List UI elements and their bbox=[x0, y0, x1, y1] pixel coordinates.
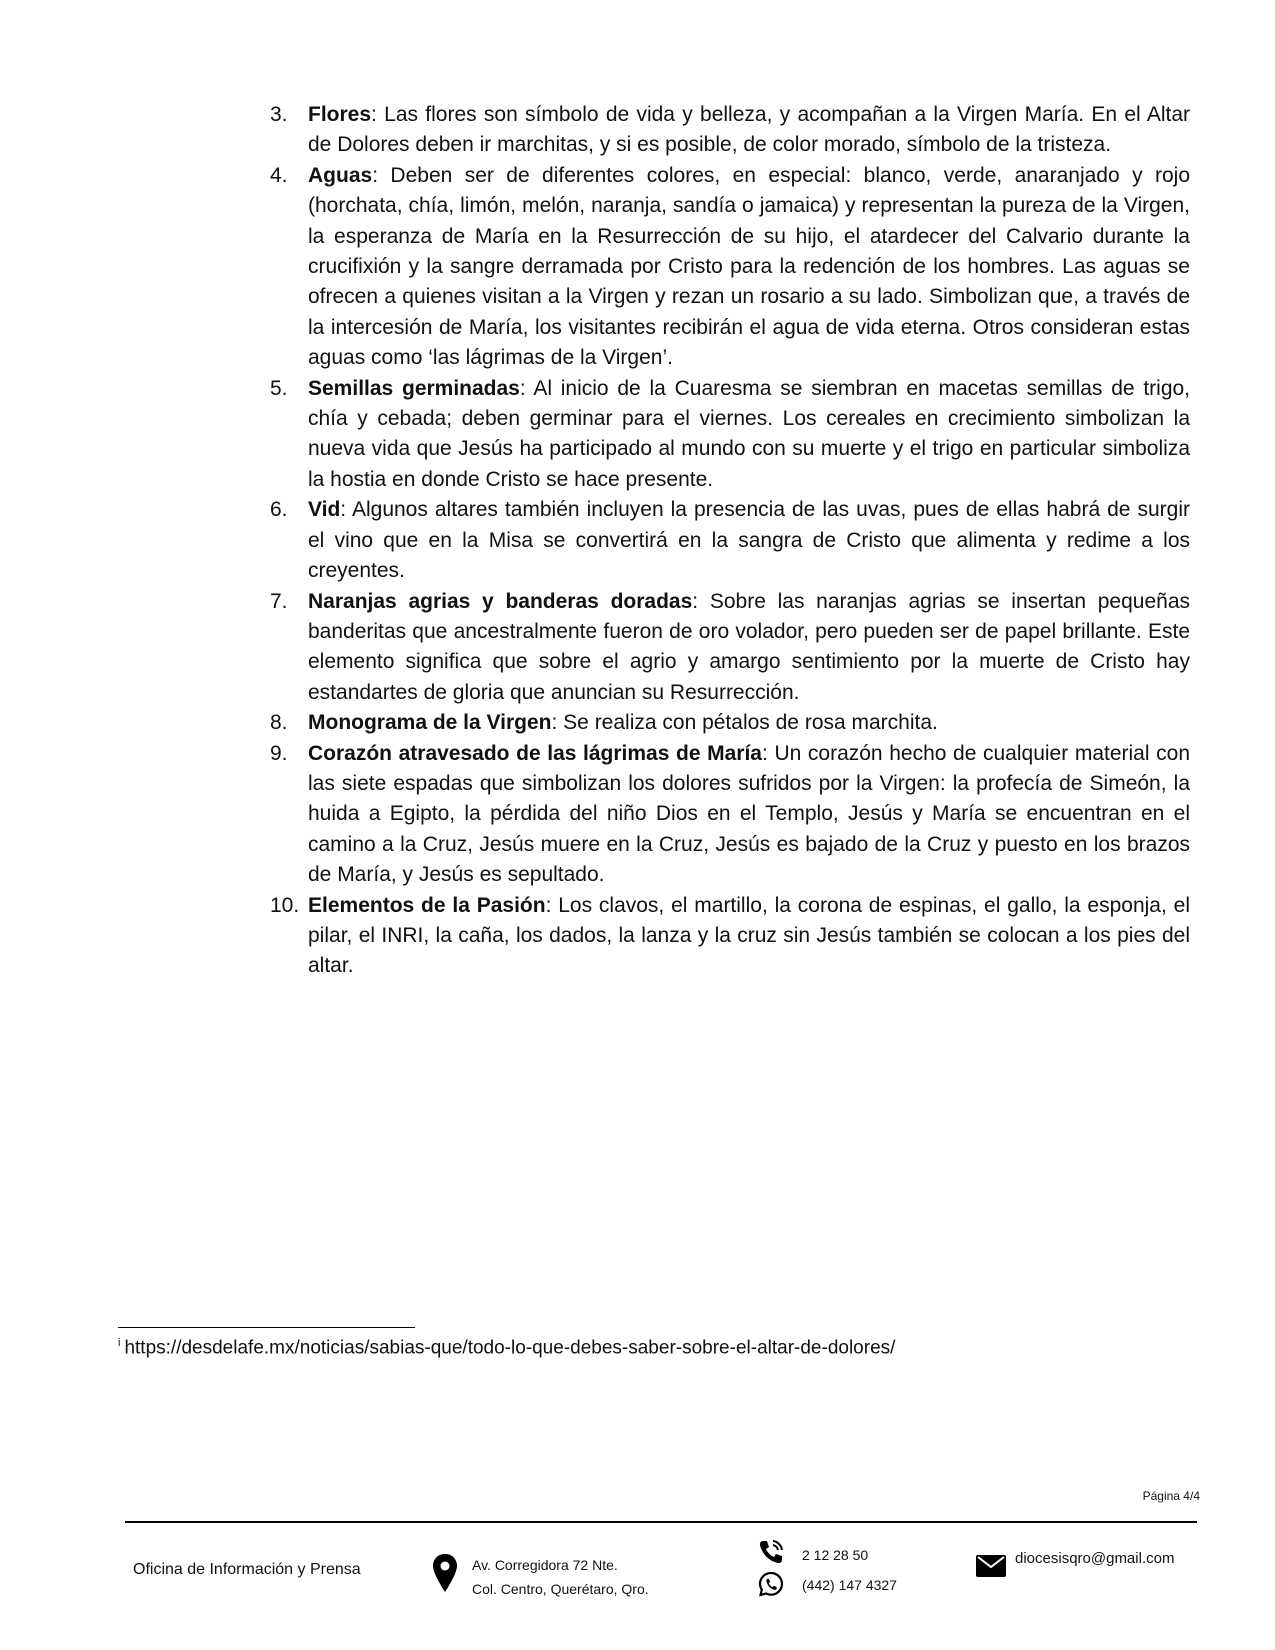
footnote-link[interactable]: https://desdelafe.mx/noticias/sabias-que/todo-lo-que-debes-saber-sobre-el-altar-de-dolores/ bbox=[124, 1337, 896, 1359]
list-item bbox=[270, 891, 1190, 982]
item-text: : Las flores son símbolo de vida y belleza, y acompañan a la Virgen María. En el Altar de Dolores deben ir marchitas, y si es posible, de color morado, símbolo de la tristeza. bbox=[308, 103, 1190, 157]
list-item bbox=[270, 708, 1190, 738]
address-line-1: Av. Corregidora 72 Nte. bbox=[472, 1557, 618, 1573]
location-pin-icon bbox=[432, 1553, 458, 1593]
item-number: 3. bbox=[270, 103, 288, 126]
envelope-icon bbox=[975, 1553, 1007, 1579]
address-line-2: Col. Centro, Querétaro, Qro. bbox=[472, 1581, 649, 1597]
list-item bbox=[270, 100, 1190, 161]
item-term: Corazón atravesado de las lágrimas de María bbox=[308, 741, 762, 765]
item-term: Semillas germinadas bbox=[308, 376, 520, 400]
item-number: 8. bbox=[270, 711, 288, 735]
item-term: Naranjas agrias y banderas doradas bbox=[308, 589, 693, 613]
item-number: 7. bbox=[270, 589, 288, 613]
item-term: Monograma de la Virgen bbox=[308, 711, 552, 735]
phone-number-2: (442) 147 4327 bbox=[802, 1577, 897, 1593]
item-number: 5. bbox=[270, 376, 288, 400]
footnote-marker: i bbox=[118, 1337, 121, 1349]
item-number: 6. bbox=[270, 498, 288, 522]
phone-icon bbox=[757, 1538, 785, 1566]
list-item bbox=[270, 374, 1190, 496]
item-term: Elementos de la Pasión bbox=[308, 893, 546, 917]
numbered-list bbox=[270, 100, 1190, 982]
item-number: 10. bbox=[270, 893, 300, 917]
list-item bbox=[270, 587, 1190, 709]
email-address[interactable]: diocesisqro@gmail.com bbox=[1015, 1550, 1175, 1567]
item-text: : Deben ser de diferentes colores, en especial: blanco, verde, anaranjado y rojo (horchata, chía, limón, melón, naranja, sandía o jamaica) y representan la pureza de la Virgen, la esperanza de María en la Resurrección de su hijo, el atardecer del Calvario durante la crucifixión y la sangre derramada por Cristo para la redención de los hombres. Las aguas se ofrecen a quienes visitan a la Virgen y rezan un rosario a su lado. Simbolizan que, a través de la intercesión de María, los visitantes recibirán el agua de vida eterna. Otros consideran estas aguas como ‘las lágrimas de la Virgen’. bbox=[308, 163, 1190, 370]
item-text: : Sobre las naranjas agrias se insertan pequeñas banderitas que ancestralmente fueron de oro volador, pero pueden ser de papel brillante. Este elemento significa que sobre el agrio y amargo sentimiento por la muerte de Cristo hay estandartes de gloria que anuncian su Resurrección. bbox=[308, 589, 1191, 704]
list-item bbox=[270, 161, 1190, 374]
item-term: Vid bbox=[308, 498, 341, 522]
whatsapp-icon bbox=[757, 1570, 785, 1598]
item-text: : Algunos altares también incluyen la presencia de las uvas, pues de ellas habrá de surgir el vino que en la Misa se convertirá en la sangra de Cristo que alimenta y redime a los creyentes. bbox=[308, 498, 1190, 583]
footer-divider bbox=[125, 1521, 1197, 1523]
list-item bbox=[270, 495, 1190, 586]
item-number: 4. bbox=[270, 163, 288, 187]
list-item bbox=[270, 739, 1190, 891]
item-text: : Se realiza con pétalos de rosa marchita. bbox=[551, 711, 938, 735]
item-text: : Un corazón hecho de cualquier material con las siete espadas que simbolizan los dolores sufridos por la Virgen: la profecía de Simeón, la huida a Egipto, la pérdida del niño Dios en el Templo, Jesús y María se encuentran en el camino a la Cruz, Jesús muere en la Cruz, Jesús es bajado de la Cruz y puesto en los brazos de María, y Jesús es sepultado. bbox=[308, 741, 1190, 887]
page-number: Página 4/4 bbox=[1142, 1489, 1200, 1503]
item-text: : Al inicio de la Cuaresma se siembran en macetas semillas de trigo, chía y cebada; deben germinar para el viernes. Los cereales en crecimiento simbolizan la nueva vida que Jesús ha participado al mundo con su muerte y el trigo en particular simboliza la hostia en donde Cristo se hace presente. bbox=[308, 376, 1191, 491]
phone-number-1: 2 12 28 50 bbox=[802, 1547, 869, 1563]
item-term: Aguas bbox=[308, 163, 373, 187]
item-number: 9. bbox=[270, 741, 288, 765]
address bbox=[472, 1553, 649, 1601]
footnote-separator bbox=[118, 1327, 415, 1328]
item-text: : Los clavos, el martillo, la corona de espinas, el gallo, la esponja, el pilar, el INRI, la caña, los dados, la lanza y la cruz sin Jesús también se colocan a los pies del altar. bbox=[308, 893, 1190, 978]
phone-numbers bbox=[802, 1540, 897, 1600]
footnote bbox=[118, 1337, 895, 1359]
item-term: Flores bbox=[308, 103, 372, 126]
office-name: Oficina de Información y Prensa bbox=[133, 1561, 361, 1578]
